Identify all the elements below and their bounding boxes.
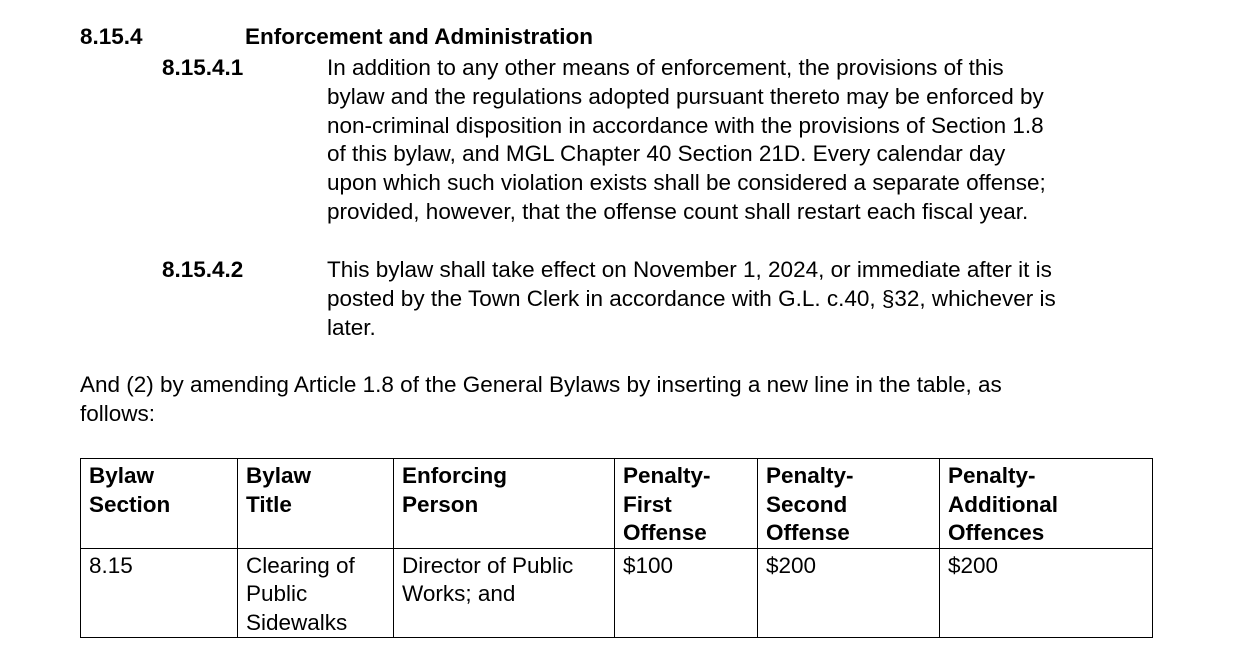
header-cell: Bylaw Title — [238, 459, 394, 549]
subsection-body — [327, 256, 1187, 342]
body-line: provided, however, that the offense count shall restart each fiscal year. — [327, 198, 1029, 224]
body-line: In addition to any other means of enforcement, the provisions of this — [327, 55, 1004, 80]
table-cell: $200 — [758, 548, 940, 638]
subsection-body — [327, 54, 1187, 227]
body-line: posted by the Town Clerk in accordance with G.L. c.40, §32, whichever is — [327, 285, 1056, 311]
subsection-number: 8.15.4.1 — [162, 55, 244, 80]
header-cell: Penalty- Additional Offences — [940, 459, 1153, 549]
header-cell: Bylaw Section — [81, 459, 238, 549]
paragraph-line: And (2) by amending Article 1.8 of the General Bylaws by inserting a new line in the table, as — [80, 372, 1002, 397]
amendment-paragraph — [80, 371, 1180, 429]
table-cell: $200 — [940, 548, 1153, 638]
section-number: 8.15.4 — [80, 24, 143, 49]
table-header-row — [81, 459, 1153, 549]
body-line: of this bylaw, and MGL Chapter 40 Section 21D. Every calendar day — [327, 141, 1006, 167]
table-row — [81, 548, 1153, 638]
penalty-table — [80, 458, 1153, 638]
header-cell: Enforcing Person — [394, 459, 615, 549]
table-cell: Clearing of Public Sidewalks — [238, 548, 394, 638]
body-line: This bylaw shall take effect on November 1, 2024, or immediate after it is — [327, 257, 1052, 282]
header-cell: Penalty- Second Offense — [758, 459, 940, 549]
subsection-number: 8.15.4.2 — [162, 257, 244, 282]
header-cell: Penalty- First Offense — [615, 459, 758, 549]
body-line: bylaw and the regulations adopted pursuant thereto may be enforced by — [327, 83, 1044, 109]
body-line: non-criminal disposition in accordance with the provisions of Section 1.8 — [327, 112, 1044, 138]
body-line: later. — [327, 314, 376, 340]
table-cell: Director of Public Works; and — [394, 548, 615, 638]
paragraph-line: follows: — [80, 400, 156, 426]
table-cell: $100 — [615, 548, 758, 638]
table-cell: 8.15 — [81, 548, 238, 638]
body-line: upon which such violation exists shall be considered a separate offense; — [327, 170, 1046, 196]
section-title: Enforcement and Administration — [245, 24, 593, 49]
